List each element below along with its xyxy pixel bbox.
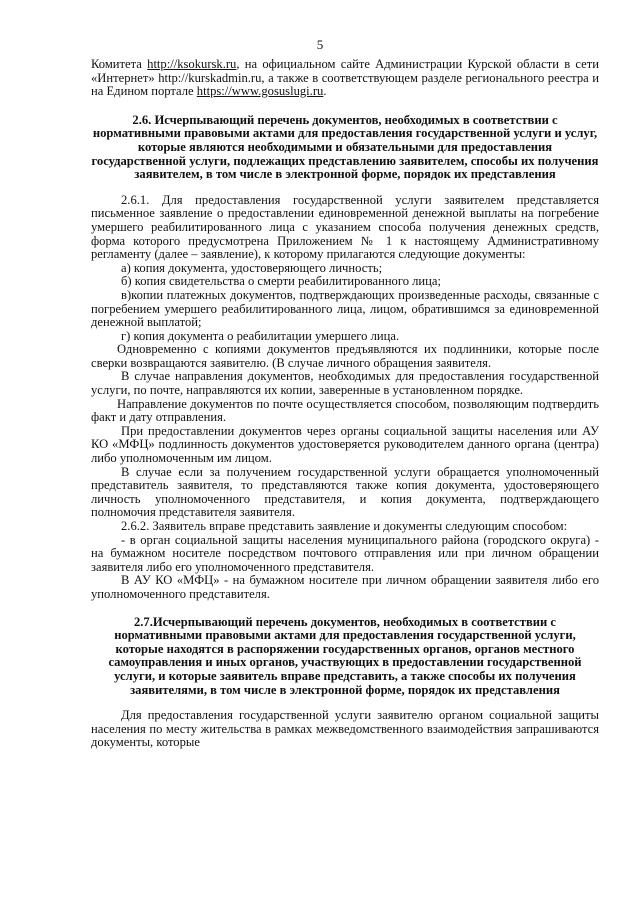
paragraph-2-7: Для предоставления государственной услуги заявителю органом социальной защиты населения по месту жительства в рамках межведомственного взаимодействия запрашиваются документы, которые — [91, 708, 599, 750]
document-list-item-g: г) копия документа о реабилитации умершего лица. — [121, 328, 400, 343]
ksokursk-link[interactable]: http://ksokursk.ru — [147, 57, 237, 71]
gosuslugi-link[interactable]: https://www.gosuslugi.ru — [196, 84, 324, 99]
document-list-item-b: б) копия свидетельства о смерти реабилитированного лица; — [121, 274, 442, 289]
paragraph-2-6-1: 2.6.1. Для предоставления государственной услуги заявителем представляется письменное заявление о предоставлении единовременной денежной выплаты на погребение умершего реабилитированного лица с указанием способа получения денежных средств, форма которого предусмотрена Приложением № 1 к настоящему Административному регламенту (далее – заявление), к которому прилагаются следующие документы: — [91, 192, 599, 262]
intro-text-a: Комитета — [91, 57, 148, 71]
paragraph-mail: В случае направления документов, необходимых для предоставления государственной услуги, по почте, направляются их копии, заверенные в установленном порядке. — [91, 369, 599, 398]
document-body — [91, 58, 599, 750]
section-heading-2-7: 2.7.Исчерпывающий перечень документов, необходимых в соответствии с нормативными правовыми актами для предоставления государственной услуги, которые находятся в распоряжении государственных органов, органов местного самоуправления и иных органов, участвующих в предоставлении государственной услуги, и которые заявитель вправе представить, а также способы их получения заявителями, в том числе в электронной форме, порядок их представления — [108, 614, 582, 697]
paragraph-representative: В случае если за получением государственной услуги обращается уполномоченный представитель заявителя, то представляются также копия документа, удостоверяющего личность уполномоченного представителя, и копия документа, подтверждающего полномочия представителя заявителя. — [91, 464, 599, 520]
section-heading-2-6: 2.6. Исчерпывающий перечень документов, необходимых в соответствии с нормативными правовыми актами для предоставления государственной услуги и услуг, которые являются необходимыми и обязательными для предоставления государственной услуги, подлежащих представлению заявителем, способы их получения заявителем, в том числе в электронной форме, порядок их представления — [91, 112, 599, 182]
paragraph-2-6-2-social: - в орган социальной защиты населения муниципального района (городского округа) - на бумажном носителе посредством почтового отправления или при личном обращении заявителя либо его уполномоченного представителя. — [91, 532, 599, 574]
document-list-item-a: а) копия документа, удостоверяющего личность; — [121, 260, 383, 275]
document-list-item-v: в)копии платежных документов, подтверждающих произведенные расходы, связанные с погребением умершего реабилитированного лица, лицом, обратившимся за единовременной денежной выплатой; — [91, 287, 599, 330]
intro-text-b: , на официальном сайте Администрации Курской области в сети «Интернет» http://kurskadmin.ru, а также в соответствующем разделе регионального реестра и на Едином портале — [91, 57, 599, 99]
paragraph-mfc: При предоставлении документов через органы социальной защиты населения или АУ КО «МФЦ» подлинность документов удостоверяется руководителем данного органа (центра) либо уполномоченным им лицом. — [91, 423, 599, 466]
page-number: 5 — [316, 37, 324, 52]
paragraph-originals: Одновременно с копиями документов предъявляются их подлинники, которые после сверки возвращаются заявителю. (В случае личного обращения заявителя. — [91, 342, 599, 370]
intro-text-c: . — [323, 84, 327, 99]
paragraph-2-6-2: 2.6.2. Заявитель вправе представить заявление и документы следующим способом: — [121, 519, 568, 533]
intro-paragraph — [91, 58, 599, 99]
paragraph-2-6-2-mfc: В АУ КО «МФЦ» - на бумажном носителе при личном обращении заявителя либо его уполномоченного представителя. — [91, 573, 599, 601]
paragraph-sending: Направление документов по почте осуществляется способом, позволяющим подтвердить факт и дату отправления. — [91, 396, 599, 425]
